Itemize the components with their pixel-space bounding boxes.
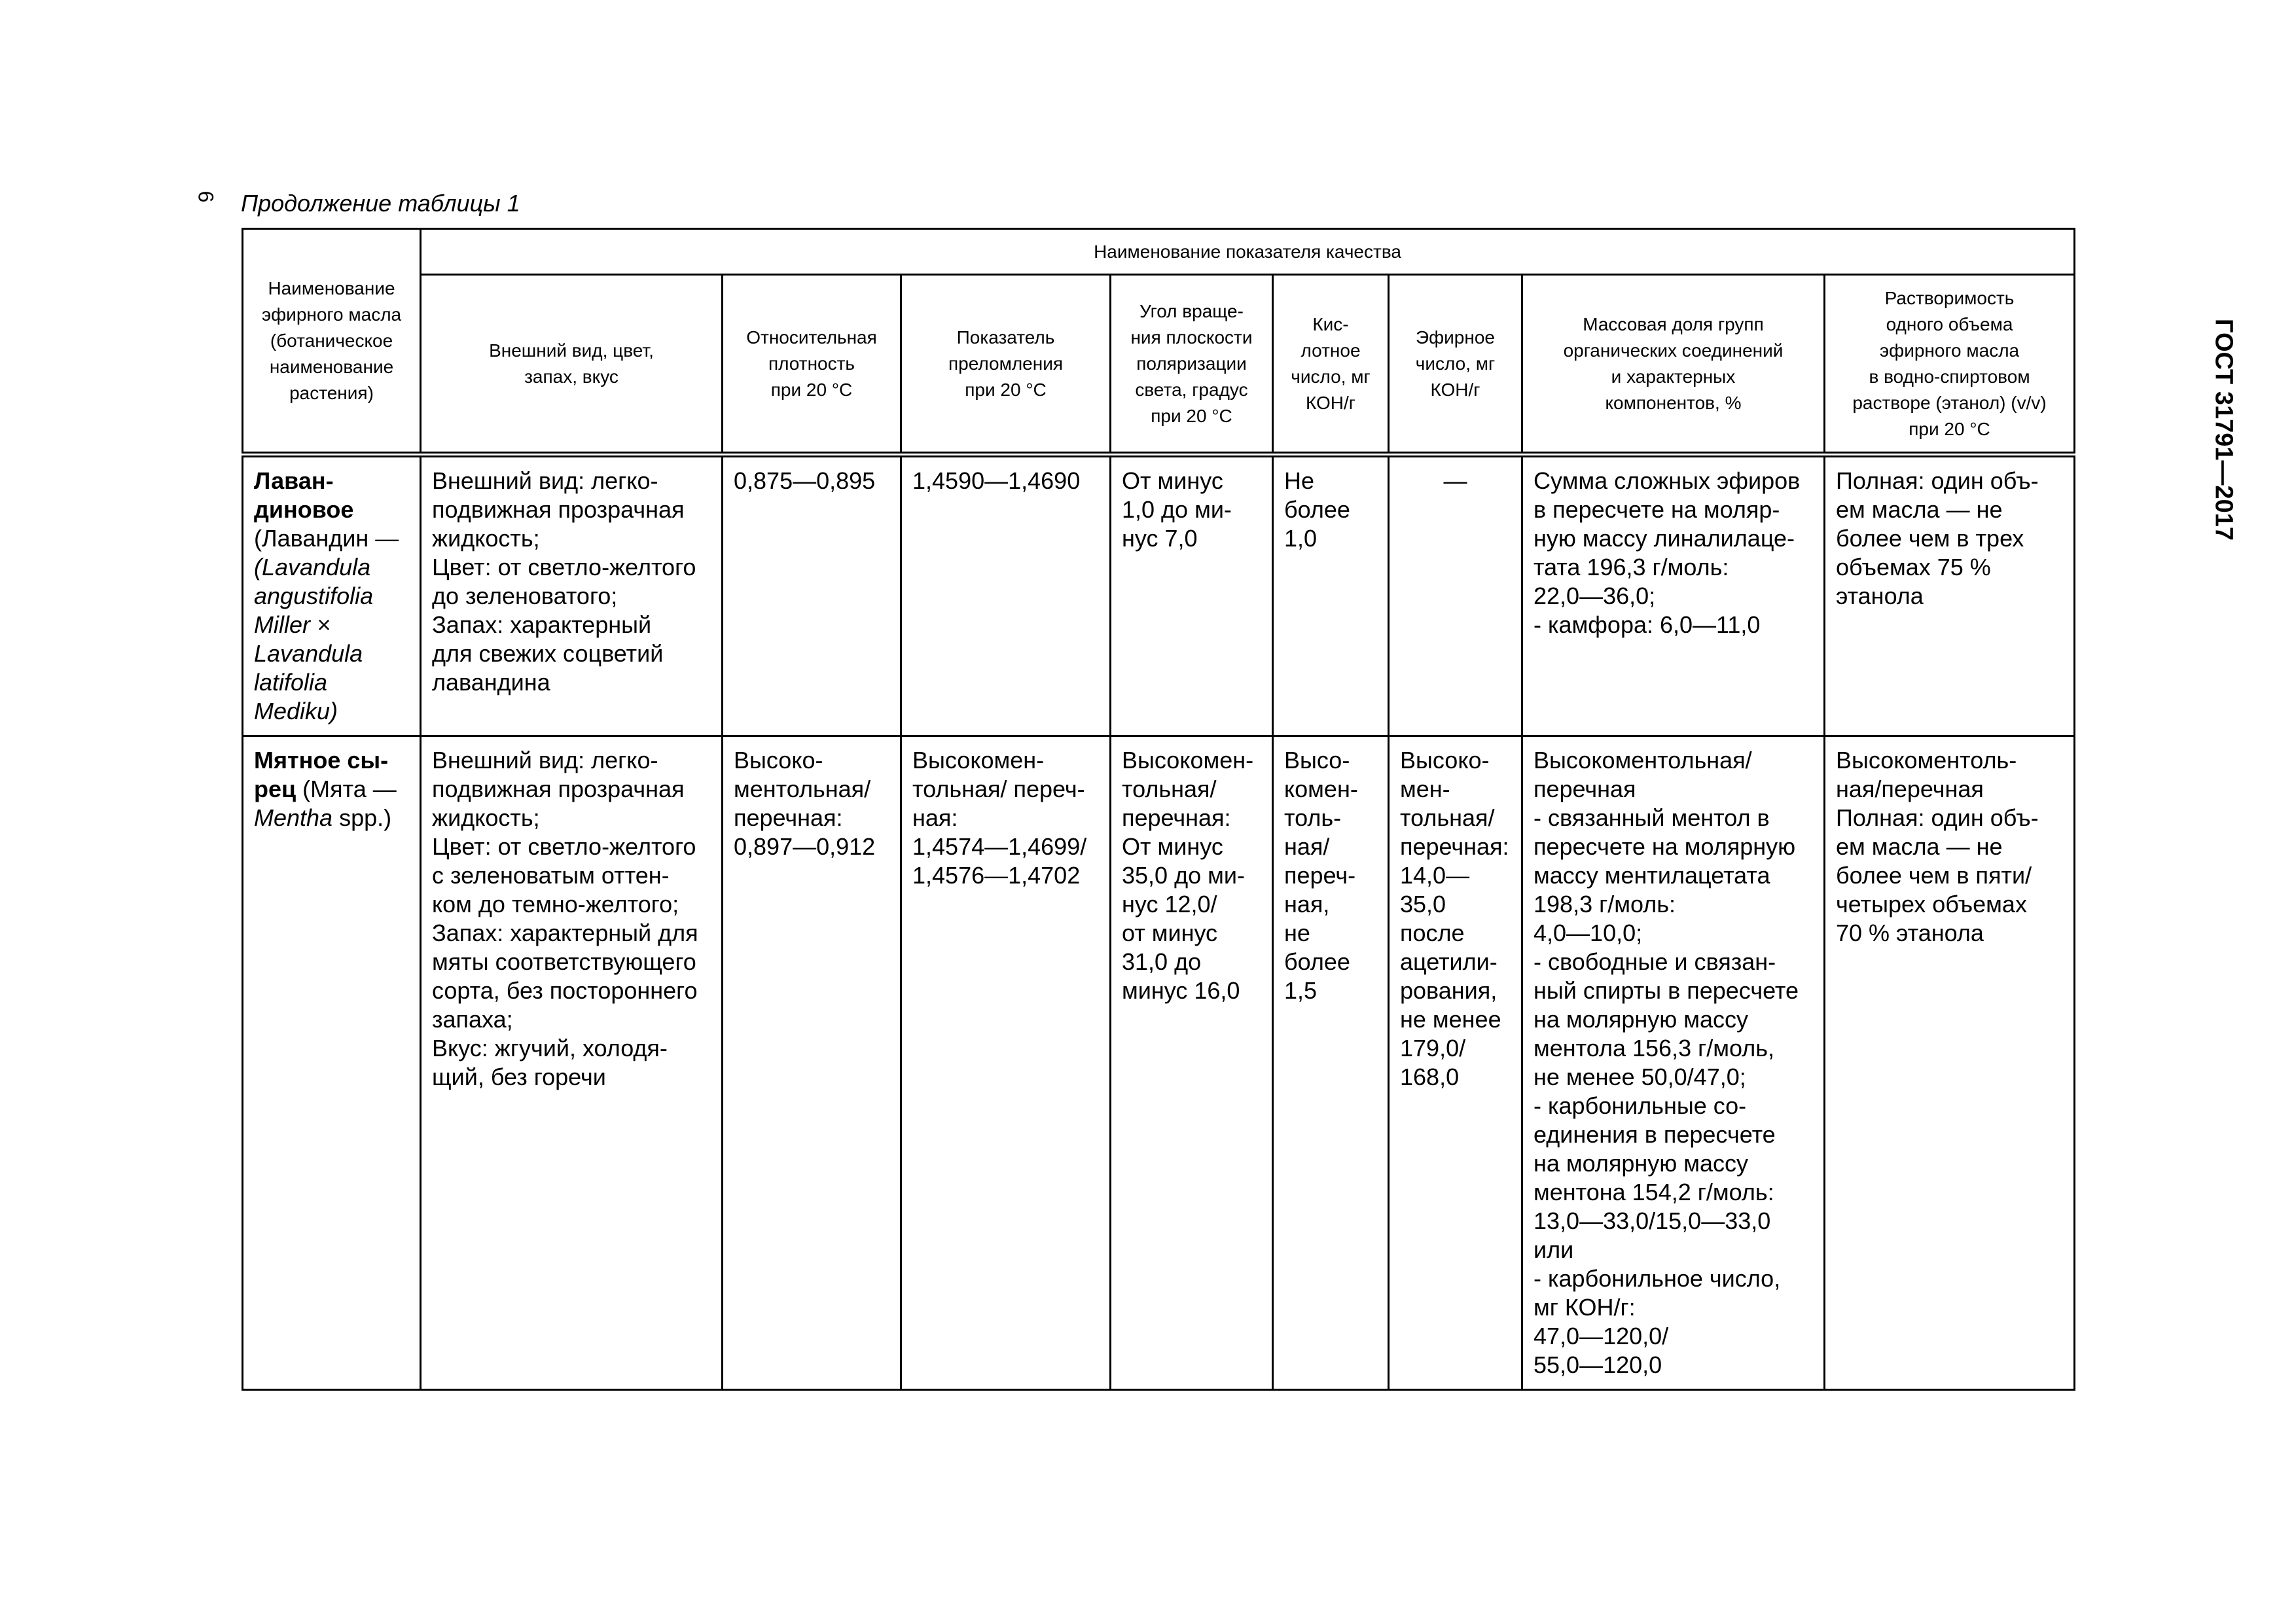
solubility-cell: Высокоментоль- ная/перечная Полная: один объ- ем масла — не более чем в пяти/ четырех объемах 70 % этанола [1825, 736, 2075, 1390]
standard-designation: ГОСТ 31791—2017 [2210, 318, 2238, 541]
page-number: 6 [194, 190, 218, 203]
header-oil-name: Наименование эфирного масла (ботаническое наименование растения) [243, 229, 421, 455]
rotation-cell: От минус 1,0 до ми- нус 7,0 [1111, 455, 1273, 736]
density-cell: Высоко- ментольная/ перечная: 0,897—0,912 [723, 736, 901, 1390]
solubility-cell: Полная: один объ- ем масла — не более чем в трех объемах 75 % этанола [1825, 455, 2075, 736]
header-mass-fraction: Массовая доля групп органических соединений и характерных компонентов, % [1522, 275, 1825, 455]
header-quality-group: Наименование показателя качества [421, 229, 2075, 275]
appearance-cell: Внешний вид: легко- подвижная прозрачная жидкость; Цвет: от светло-желтого до зеленоватого; Запах: характерный для свежих соцветий лавандина [421, 455, 723, 736]
rotation-cell: Высокомен- тольная/ перечная: От минус 35,0 до ми- нус 12,0/ от минус 31,0 до минус 16,0 [1111, 736, 1273, 1390]
quality-table [242, 228, 2075, 1391]
oil-name-tail: spp.) [332, 804, 392, 831]
botanical-name: (Lavandula angustifolia Miller × Lavandula latifolia Mediku) [254, 554, 374, 724]
mass-fraction-cell: Сумма сложных эфиров в пересчете на моляр- ную массу линалилаце- тата 196,3 г/моль: 22,0—36,0; - камфора: 6,0—11,0 [1522, 455, 1825, 736]
oil-name-rest: (Лавандин — [254, 525, 399, 552]
header-appearance: Внешний вид, цвет, запах, вкус [421, 275, 723, 455]
table-continuation-caption: Продолжение таблицы 1 [241, 190, 520, 217]
header-rotation: Угол враще- ния плоскости поляризации света, градус при 20 °С [1111, 275, 1273, 455]
oil-name-rest: (Мята — [296, 776, 397, 802]
ester-number-cell: — [1389, 455, 1522, 736]
header-solubility: Растворимость одного объема эфирного масла в водно-спиртовом растворе (этанол) (v/v) при 20 °С [1825, 275, 2075, 455]
table-row [243, 736, 2075, 1390]
oil-name: Лаван- диновое [254, 467, 354, 523]
oil-name-cell [243, 455, 421, 736]
table-row [243, 455, 2075, 736]
botanical-name: Mentha [254, 804, 333, 831]
oil-name-cell [243, 736, 421, 1390]
density-cell: 0,875—0,895 [723, 455, 901, 736]
appearance-cell: Внешний вид: легко- подвижная прозрачная жидкость; Цвет: от светло-желтого с зеленоватым оттен- ком до темно-желтого; Запах: характерный для мяты соответствующего сорта, без постороннего запаха; Вкус: жгучий, холодя- щий, без горечи [421, 736, 723, 1390]
acid-number-cell: Не более 1,0 [1273, 455, 1389, 736]
header-acid-number: Кис- лотное число, мг КОН/г [1273, 275, 1389, 455]
acid-number-cell: Высо- комен- толь- ная/ переч- ная, не более 1,5 [1273, 736, 1389, 1390]
header-refraction: Показатель преломления при 20 °С [901, 275, 1111, 455]
ester-number-cell: Высоко- мен- тольная/ перечная: 14,0—35,0 после ацетили- рования, не менее 179,0/ 168,0 [1389, 736, 1522, 1390]
refraction-cell: Высокомен- тольная/ переч- ная: 1,4574—1,4699/ 1,4576—1,4702 [901, 736, 1111, 1390]
oil-name: Мятное сы- рец [254, 747, 389, 802]
mass-fraction-cell: Высокоментольная/ перечная - связанный ментол в пересчете на молярную массу ментилацетата 198,3 г/моль: 4,0—10,0; - свободные и связан- ный спирты в пересчете на молярную массу ментола 156,3 г/моль, не менее 50,0/47,0; - карбонильные со- единения в пересчете на молярную массу ментона 154,2 г/моль: 13,0—33,0/15,0—33,0 или - карбонильное число, мг КОН/г: 47,0—120,0/ 55,0—120,0 [1522, 736, 1825, 1390]
refraction-cell: 1,4590—1,4690 [901, 455, 1111, 736]
header-ester-number: Эфирное число, мг КОН/г [1389, 275, 1522, 455]
header-density: Относительная плотность при 20 °С [723, 275, 901, 455]
